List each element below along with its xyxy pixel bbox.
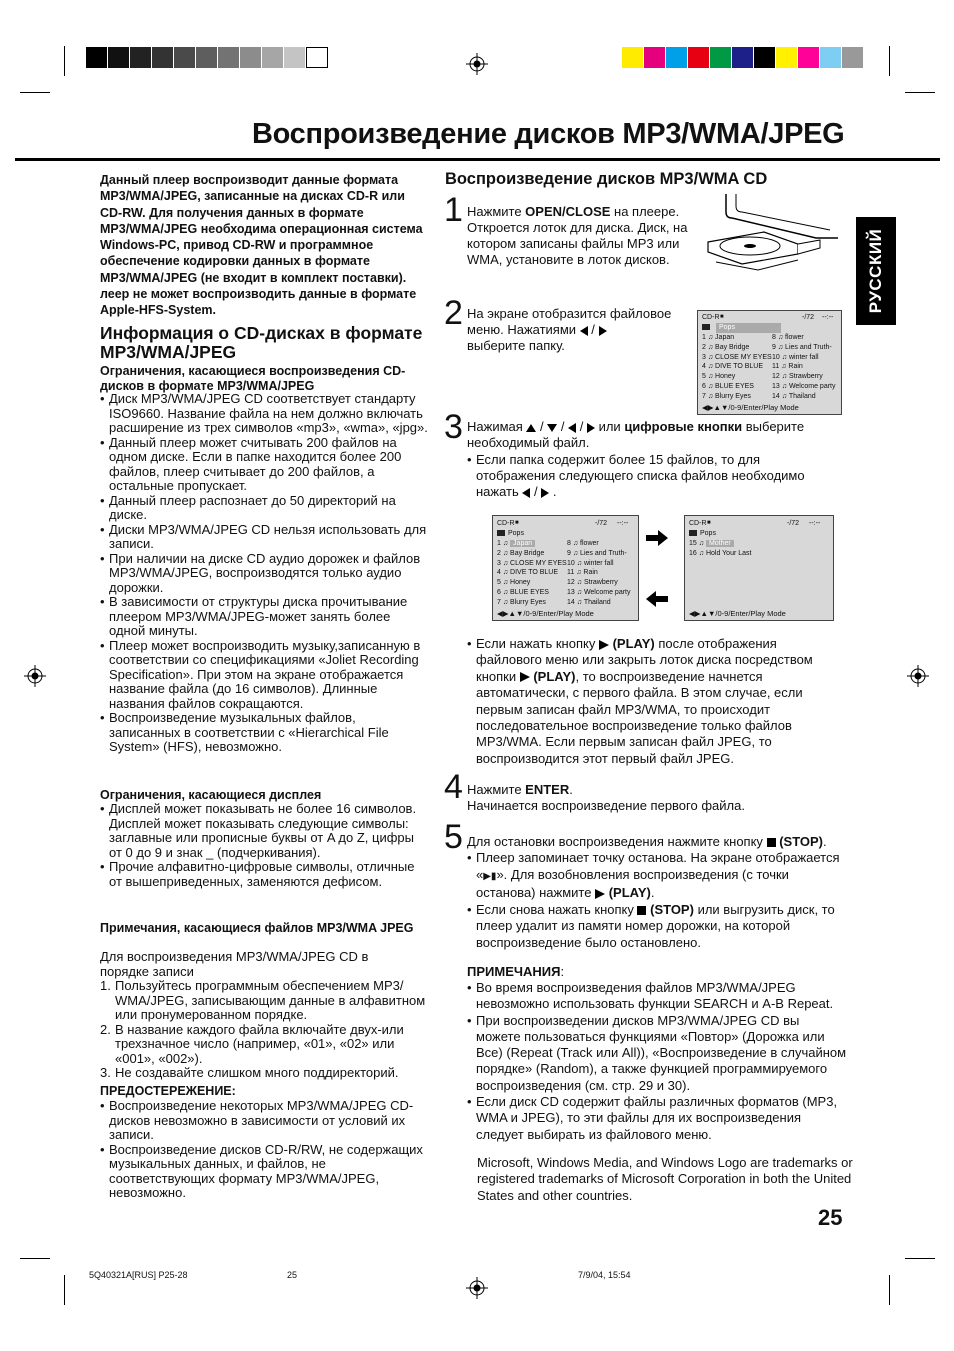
screen-right-list: 8 ♫ flower 9 ♫ Lies and Truth- 10 ♫ winter fall 11 ♫ Rain 12 ♫ Strawberry 13 ♫ Welcome party 14 ♫ Thailand <box>567 540 631 606</box>
screen-left-list: 1 ♫ Japan 2 ♫ Bay Bridge 3 ♫ CLOSE MY EYES 4 ♫ DIVE TO BLUE 5 ♫ Honey 6 ♫ BLUE EYES 7 ♫ Blurry Eyes <box>702 334 772 400</box>
list-item: • Если нажать кнопку (PLAY) после отображения файлового меню или закрыть лоток диска посредством кнопки (PLAY), то воспроизведение начнется автоматически, с первого файла. В этом случае, если первым записан файл MP3/WMA, то происходит последовательное воспроизведение только файлов MP3/WMA. Если первым записан файл JPEG, то воспроизводится этот первый файл JPEG. <box>467 636 843 767</box>
files-heading: Примечания, касающиеся файлов MP3/WMA JPEG <box>100 921 414 935</box>
folder-icon <box>702 324 710 330</box>
crop-mark <box>889 46 890 76</box>
play-icon <box>599 640 609 650</box>
step-2-text: На экране отобразится файловое меню. Нажатиями / выберите папку. <box>467 306 672 353</box>
right-arrow-icon <box>541 488 549 498</box>
trademark-note: Microsoft, Windows Media, and Windows Logo are trademarks or registered trademarks of Microsoft Corporation in both the United States and other countries. <box>477 1155 853 1203</box>
play-icon <box>595 889 605 899</box>
step-number: 1 <box>444 191 463 229</box>
title-rule <box>15 158 940 161</box>
step-5-bullets <box>467 850 845 952</box>
display-list <box>100 802 430 889</box>
warnings-list <box>100 1099 430 1201</box>
intro-paragraph: Данный плеер воспроизводит данные формата MP3/WMA/JPEG, записанные на дисках CD-R или CD-RW. Для получения данных в формате MP3/WMA/JPEG необходима операционная система Windows-PC, привод CD-RW и программное обеспечение кодировки данных в формате MP3/WMA/JPEG (не входит в комплект поставки). леер не может воспроизводить данные в формате Apple-HFS-System. <box>100 173 423 318</box>
step-number: 5 <box>444 818 463 856</box>
list-item: 3. Не создавайте слишком много поддиректорий. <box>100 1065 399 1080</box>
registration-mark-icon <box>907 665 929 687</box>
list-item: • Воспроизведение некоторых MP3/WMA/JPEG CD-дисков невозможно в зависимости от условий их записи. <box>100 1099 430 1143</box>
restrictions-heading: Ограничения, касающиеся воспроизведения CD-дисков в формате MP3/WMA/JPEG <box>100 364 406 393</box>
list-item: • В зависимости от структуры диска прочитывание плеером MP3/WMA/JPEG-может занять более одной минуты. <box>100 595 430 639</box>
notes-list <box>467 980 847 1143</box>
screen-folder-name: Pops <box>716 323 781 333</box>
crop-mark <box>64 46 65 76</box>
list-item: 2. В название каждого файла включайте двух-или трехзначное число (например, «01», «02» или «001», «002»). <box>100 1021 404 1066</box>
footer-date: 7/9/04, 15:54 <box>578 1270 631 1280</box>
warning-heading: ПРЕДОСТЕРЕЖЕНИЕ: <box>100 1084 236 1098</box>
list-item: • При воспроизведении дисков MP3/WMA/JPEG CD вы можете пользоваться функциями «Повтор» (Дорожка или Все) (Repeat (Track или All)), «Воспроизведение в случайном порядке» (Random), а также функцией программируемого воспроизведения (см. стр. 29 и 30). <box>467 1013 847 1094</box>
stop-icon <box>637 906 646 915</box>
step-3-text: Нажимая / / / или цифровые кнопки выберите необходимый файл. <box>467 419 805 450</box>
language-tab <box>856 217 896 325</box>
folder-icon <box>497 530 505 536</box>
list-item: • Диск MP3/WMA/JPEG CD соответствует стандарту ISO9660. Название файла на нем должно включать расширение из трех символов «mp3», «wma», «jpg». <box>100 392 430 436</box>
right-arrow-icon <box>587 423 595 433</box>
restrictions-list <box>100 392 430 755</box>
registration-mark-icon <box>466 1277 488 1299</box>
step-number: 4 <box>444 768 463 806</box>
crop-mark <box>20 92 50 93</box>
arrow-right-icon <box>646 530 668 546</box>
folder-icon <box>689 530 697 536</box>
files-steps <box>100 979 428 1081</box>
screen-disc-type: CD-R <box>702 314 720 321</box>
step-number: 2 <box>444 294 463 332</box>
left-arrow-icon <box>568 423 576 433</box>
up-arrow-icon <box>526 424 536 432</box>
page-title: Воспроизведение дисков MP3/WMA/JPEG <box>252 118 845 150</box>
notes-heading: ПРИМЕЧАНИЯ: <box>467 964 565 979</box>
registration-mark-icon <box>24 665 46 687</box>
pause-play-icon: ▶▮ <box>483 870 497 882</box>
list-item: • Данный плеер распознает до 50 директорий на диске. <box>100 494 430 523</box>
list-item: • Воспроизведение дисков CD-R/RW, не содержащих музыкальных данных, и файлов, не соответствующих формату MP3/WMA/JPEG, невозможно. <box>100 1143 430 1201</box>
crop-mark <box>905 92 935 93</box>
left-arrow-icon <box>522 488 530 498</box>
grayscale-calibration-bar <box>86 47 328 68</box>
list-item: 1. Пользуйтесь программным обеспечением MP3/ WMA/JPEG, записывающим данные в алфавитном или пронумерованном порядке. <box>100 978 426 1022</box>
list-item: • Данный плеер может считывать 200 файлов на одном диске. Если в папке находится более 200 файлов, плеер считывает до 200 файлов, а остальные пропускает. <box>100 436 430 494</box>
list-item: • Если папка содержит более 15 файлов, то для отображения следующего списка файлов необходимо нажать / . <box>467 452 837 500</box>
display-heading: Ограничения, касающиеся дисплея <box>100 788 322 802</box>
footer-code: 5Q40321A[RUS] P25-28 <box>89 1270 188 1280</box>
screen-right-list: 8 ♫ flower 9 ♫ Lies and Truth- 10 ♫ winter fall 11 ♫ Rain 12 ♫ Strawberry 13 ♫ Welcome party 14 ♫ Thailand <box>772 334 836 400</box>
screen-left-list: 1 ♫ Japan 2 ♫ Bay Bridge 3 ♫ CLOSE MY EYES 4 ♫ DIVE TO BLUE 5 ♫ Honey 6 ♫ BLUE EYES 7 ♫ Blurry Eyes <box>497 540 567 606</box>
page-number: 25 <box>818 1205 843 1230</box>
list-item: • Плеер может воспроизводить музыку,записанную в соответствии со спецификациями «Joliet Recording Specification». При этом на экране отображается название файла (до 16 символов). Длинные названия файлов сокращаются. <box>100 639 430 712</box>
player-tray-illustration <box>698 192 840 278</box>
step-4-text: Нажмите ENTER. Начинается воспроизведение первого файла. <box>467 782 745 813</box>
play-icon <box>520 672 530 682</box>
step-3-bullets <box>467 452 837 500</box>
section-heading: Воспроизведение дисков MP3/WMA CD <box>445 170 768 188</box>
play-bullets <box>467 636 843 767</box>
step-5-text: Для остановки воспроизведения нажмите кнопку (STOP). <box>467 834 827 849</box>
list-item: • Дисплей может показывать не более 16 символов. Дисплей может показывать следующие символы: заглавные или прописные буквы от A до Z, цифры от 0 до 9 и знак _ (подчеркивания). <box>100 802 430 860</box>
file-menu-screen-page1: CD-R ■ -/72 --:-- Pops 1 ♫ Japan 2 ♫ Bay Bridge 3 ♫ CLOSE MY EYES 4 ♫ DIVE TO BLUE 5 ♫ Honey 6 ♫ BLUE EYES 7 ♫ Blurry Eyes 8 ♫ flower 9 ♫ Lies and Truth- 10 ♫ winter fall 11 ♫ Rain 12 ♫ Strawberry 13 ♫ Welcome party 14 ♫ Thailand ◀▶▲▼/0-9/Enter/Play Mode <box>492 515 639 621</box>
crop-mark <box>20 1258 50 1259</box>
crop-mark <box>64 1275 65 1305</box>
footer-page: 25 <box>287 1270 298 1280</box>
list-item: • Во время воспроизведения файлов MP3/WMA/JPEG невозможно использовать функции SEARCH и A-B Repeat. <box>467 980 847 1013</box>
crop-mark <box>889 1275 890 1305</box>
crop-mark <box>905 1258 935 1259</box>
list-item: • Если диск CD содержит файлы различных форматов (MP3, WMA и JPEG), то эти файлы для их воспроизведения следует выбирать из файлового меню. <box>467 1094 847 1143</box>
color-calibration-bar <box>622 47 864 68</box>
list-item: • При наличии на диске CD аудио дорожек и файлов MP3/WMA/JPEG, воспроизводятся только аудио дорожки. <box>100 552 430 596</box>
left-arrow-icon <box>580 326 588 336</box>
arrow-left-icon <box>646 591 668 607</box>
file-menu-screen: CD-R ■ -/72 --:-- Pops 1 ♫ Japan 2 ♫ Bay Bridge 3 ♫ CLOSE MY EYES 4 ♫ DIVE TO BLUE 5 ♫ Honey 6 ♫ BLUE EYES 7 ♫ Blurry Eyes 8 ♫ flower 9 ♫ Lies and Truth- 10 ♫ winter fall 11 ♫ Rain 12 ♫ Strawberry 13 ♫ Welcome party 14 ♫ Thailand ◀▶▲▼/0-9/Enter/Play Mode <box>697 310 842 415</box>
down-arrow-icon <box>547 424 557 432</box>
file-menu-screen-page2: CD-R ■ -/72 --:-- Pops 15 ♫ Mother 16 ♫ Hold Your Last ◀▶▲▼/0-9/Enter/Play Mode <box>684 515 834 621</box>
stop-icon <box>767 838 776 847</box>
list-item: • Плеер запоминает точку останова. На экране отображается «▶▮». Для возобновления воспроизведения (с точки останова) нажмите (PLAY). <box>467 850 845 902</box>
list-item: • Прочие алфавитно-цифровые символы, отличные от вышеприведенных, заменяются дефисом. <box>100 860 430 889</box>
registration-mark-icon <box>466 53 488 75</box>
info-heading: Информация о CD-дисках в формате MP3/WMA/JPEG <box>100 323 423 362</box>
list-item: • Если снова нажать кнопку (STOP) или выгрузить диск, то плеер удалит из памяти номер дорожки, на которой воспроизведение было остановлено. <box>467 902 845 952</box>
right-arrow-icon <box>599 326 607 336</box>
step-number: 3 <box>444 408 463 446</box>
list-item: • Диски MP3/WMA/JPEG CD нельзя использовать для записи. <box>100 523 430 552</box>
step-1-text: Нажмите OPEN/CLOSE на плеере. Откроется лоток для диска. Диск, на котором записаны файлы MP3 или WMA, установите в лоток дисков. <box>467 204 688 267</box>
screen-count: -/72 <box>802 314 815 321</box>
language-tab-label: РУССКИЙ <box>866 228 885 314</box>
files-intro: Для воспроизведения MP3/WMA/JPEG CD в порядке записи <box>100 949 369 979</box>
screen-list: 15 ♫ Mother 16 ♫ Hold Your Last <box>689 540 752 557</box>
list-item: • Воспроизведение музыкальных файлов, записанных в соответствии с «Hierarchical File System» (HFS), невозможно. <box>100 711 430 755</box>
screen-time: --:-- <box>822 314 834 321</box>
